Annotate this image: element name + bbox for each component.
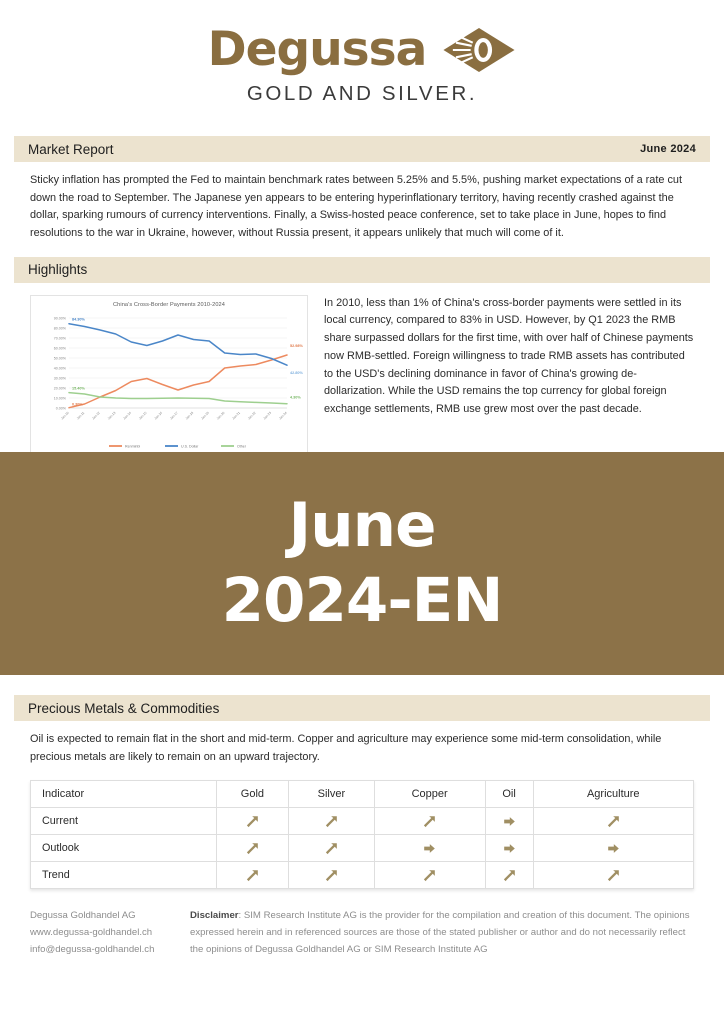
row-label-current: Current	[31, 808, 217, 835]
brand-name: Degussa	[207, 22, 427, 77]
arrow-up-right-icon	[502, 868, 517, 883]
commodities-title: Precious Metals & Commodities	[28, 700, 220, 716]
svg-text:52.98%: 52.98%	[290, 343, 303, 348]
arrow-up-right-icon	[245, 868, 260, 883]
svg-text:42.80%: 42.80%	[290, 370, 303, 375]
svg-text:Jan-24: Jan-24	[277, 410, 288, 421]
svg-text:U.S. Dollar: U.S. Dollar	[181, 444, 199, 449]
cell-outlook-agriculture	[533, 835, 693, 862]
column-header-oil: Oil	[485, 781, 533, 808]
row-label-trend: Trend	[31, 862, 217, 889]
chart-canvas	[31, 296, 309, 456]
table-header-row	[31, 781, 694, 808]
svg-text:80.00%: 80.00%	[53, 326, 66, 331]
column-header-copper: Copper	[374, 781, 485, 808]
cell-current-copper	[374, 808, 485, 835]
svg-text:Jan-23: Jan-23	[262, 410, 273, 421]
commodities-table	[30, 780, 694, 889]
brand-header	[0, 0, 724, 106]
svg-text:Jan-17: Jan-17	[168, 410, 179, 421]
cell-current-agriculture	[533, 808, 693, 835]
column-header-agriculture: Agriculture	[533, 781, 693, 808]
svg-text:70.00%: 70.00%	[53, 336, 66, 341]
column-header-silver: Silver	[289, 781, 374, 808]
degussa-diamond-logo-icon	[442, 27, 516, 73]
svg-text:Jan-21: Jan-21	[231, 410, 241, 421]
market-report-header	[14, 136, 710, 162]
cell-trend-oil	[485, 862, 533, 889]
svg-text:Jan-18: Jan-18	[184, 410, 195, 421]
svg-text:Jan-11: Jan-11	[75, 410, 86, 421]
banner-line-2: 2024-EN	[221, 564, 503, 636]
market-report-date: June 2024	[640, 143, 696, 155]
arrow-up-right-icon	[422, 868, 437, 883]
arrow-up-right-icon	[245, 814, 260, 829]
svg-text:50.00%: 50.00%	[53, 356, 66, 361]
highlights-title: Highlights	[28, 262, 88, 278]
svg-text:Jan-19: Jan-19	[200, 410, 210, 421]
arrow-right-icon	[502, 841, 517, 856]
svg-text:84.30%: 84.30%	[72, 317, 85, 322]
highlights-content	[30, 295, 694, 455]
svg-text:Jan-10: Jan-10	[59, 410, 70, 421]
svg-text:Jan-13: Jan-13	[106, 410, 117, 421]
month-banner	[0, 452, 724, 675]
column-header-indicator: Indicator	[31, 781, 217, 808]
footer-company: Degussa Goldhandel AG	[30, 910, 136, 921]
row-label-outlook: Outlook	[31, 835, 217, 862]
cross-border-payments-chart	[30, 295, 308, 455]
market-report-title: Market Report	[28, 141, 114, 157]
table-row	[31, 862, 694, 889]
svg-text:Jan-22: Jan-22	[246, 410, 257, 421]
arrow-up-right-icon	[324, 814, 339, 829]
cell-outlook-gold	[216, 835, 289, 862]
footer-email[interactable]: info@degussa-goldhandel.ch	[30, 943, 155, 955]
footer-website[interactable]: www.degussa-goldhandel.ch	[30, 926, 153, 938]
svg-text:Other: Other	[237, 444, 246, 449]
svg-text:Jan-16: Jan-16	[153, 410, 164, 421]
arrow-right-icon	[606, 841, 621, 856]
cell-outlook-oil	[485, 835, 533, 862]
arrow-up-right-icon	[606, 814, 621, 829]
chart-title: China's Cross-Border Payments 2010-2024	[113, 301, 225, 308]
footer	[0, 908, 724, 958]
disclaimer-text: : SIM Research Institute AG is the provider for the compilation and creation of this document. The opinions expressed herein and in referenced sources are those of the stated publisher or author and do not necessarily reflect the opinions of Degussa Goldhandel AG or SIM Research Institute AG	[190, 910, 690, 955]
footer-disclaimer	[190, 908, 694, 958]
arrow-right-icon	[422, 841, 437, 856]
svg-text:Jan-20: Jan-20	[215, 410, 226, 421]
arrow-up-right-icon	[324, 868, 339, 883]
svg-text:0.30%: 0.30%	[72, 402, 83, 407]
cell-current-gold	[216, 808, 289, 835]
svg-text:30.00%: 30.00%	[53, 376, 66, 381]
svg-text:20.00%: 20.00%	[53, 386, 66, 391]
arrow-up-right-icon	[606, 868, 621, 883]
svg-text:10.00%: 10.00%	[53, 396, 66, 401]
cell-trend-copper	[374, 862, 485, 889]
commodities-paragraph: Oil is expected to remain flat in the short and mid-term. Copper and agriculture may experience some mid-term consolidation, while precious metals are likely to remain on an upward trajectory.	[30, 733, 662, 763]
banner-line-1: June	[288, 490, 436, 562]
svg-text:90.00%: 90.00%	[53, 316, 66, 321]
svg-text:4.30%: 4.30%	[290, 395, 301, 400]
cell-trend-gold	[216, 862, 289, 889]
arrow-up-right-icon	[422, 814, 437, 829]
commodities-section	[0, 695, 724, 889]
logo-row	[0, 22, 724, 77]
svg-text:Renminbi: Renminbi	[125, 444, 141, 449]
svg-text:40.00%: 40.00%	[53, 366, 66, 371]
disclaimer-label: Disclaimer	[190, 910, 239, 921]
svg-text:0.00%: 0.00%	[55, 406, 66, 411]
cell-trend-agriculture	[533, 862, 693, 889]
cell-current-silver	[289, 808, 374, 835]
svg-text:Jan-12: Jan-12	[91, 410, 101, 421]
highlights-paragraph: In 2010, less than 1% of China's cross-border payments were settled in its local currency, compared to 83% in USD. However, by Q1 2023 the RMB share surpassed dollars for the first time, with over half of Chinese payments now RMB-settled. Foreign willingness to trade RMB assets has contributed to the USD's declining dominance in favor of China's growing de-dollarization. While the USD remains the top currency for global foreign exchange settlements, RMB use grew most over the past decade.	[324, 296, 694, 416]
cell-outlook-silver	[289, 835, 374, 862]
svg-text:Jan-15: Jan-15	[137, 410, 148, 421]
commodities-header	[14, 695, 710, 721]
footer-contact	[30, 908, 176, 958]
table-row	[31, 835, 694, 862]
cell-current-oil	[485, 808, 533, 835]
brand-tagline: GOLD AND SILVER.	[246, 82, 478, 105]
market-report-paragraph: Sticky inflation has prompted the Fed to maintain benchmark rates between 5.25% and 5.5%, pushing market expectations of a rate cut down the road to September. The Japanese yen appears to be entering hyperinflationary territory, having recently crashed against the dollar, sparking rumours of currency interventions. Finally, a Swiss-hosted peace conference, set to take place in June, hopes to find resolutions to the war in Ukraine, however, without Russia present, it appears unlikely that much will come of it.	[30, 174, 682, 239]
svg-text:60.00%: 60.00%	[53, 346, 66, 351]
commodities-table-wrap	[30, 780, 694, 889]
arrow-right-icon	[502, 814, 517, 829]
arrow-up-right-icon	[245, 841, 260, 856]
highlights-header	[14, 257, 710, 283]
arrow-up-right-icon	[324, 841, 339, 856]
svg-text:Jan-14: Jan-14	[122, 410, 132, 421]
column-header-gold: Gold	[216, 781, 289, 808]
cell-trend-silver	[289, 862, 374, 889]
table-row	[31, 808, 694, 835]
cell-outlook-copper	[374, 835, 485, 862]
svg-text:15.40%: 15.40%	[72, 386, 85, 391]
